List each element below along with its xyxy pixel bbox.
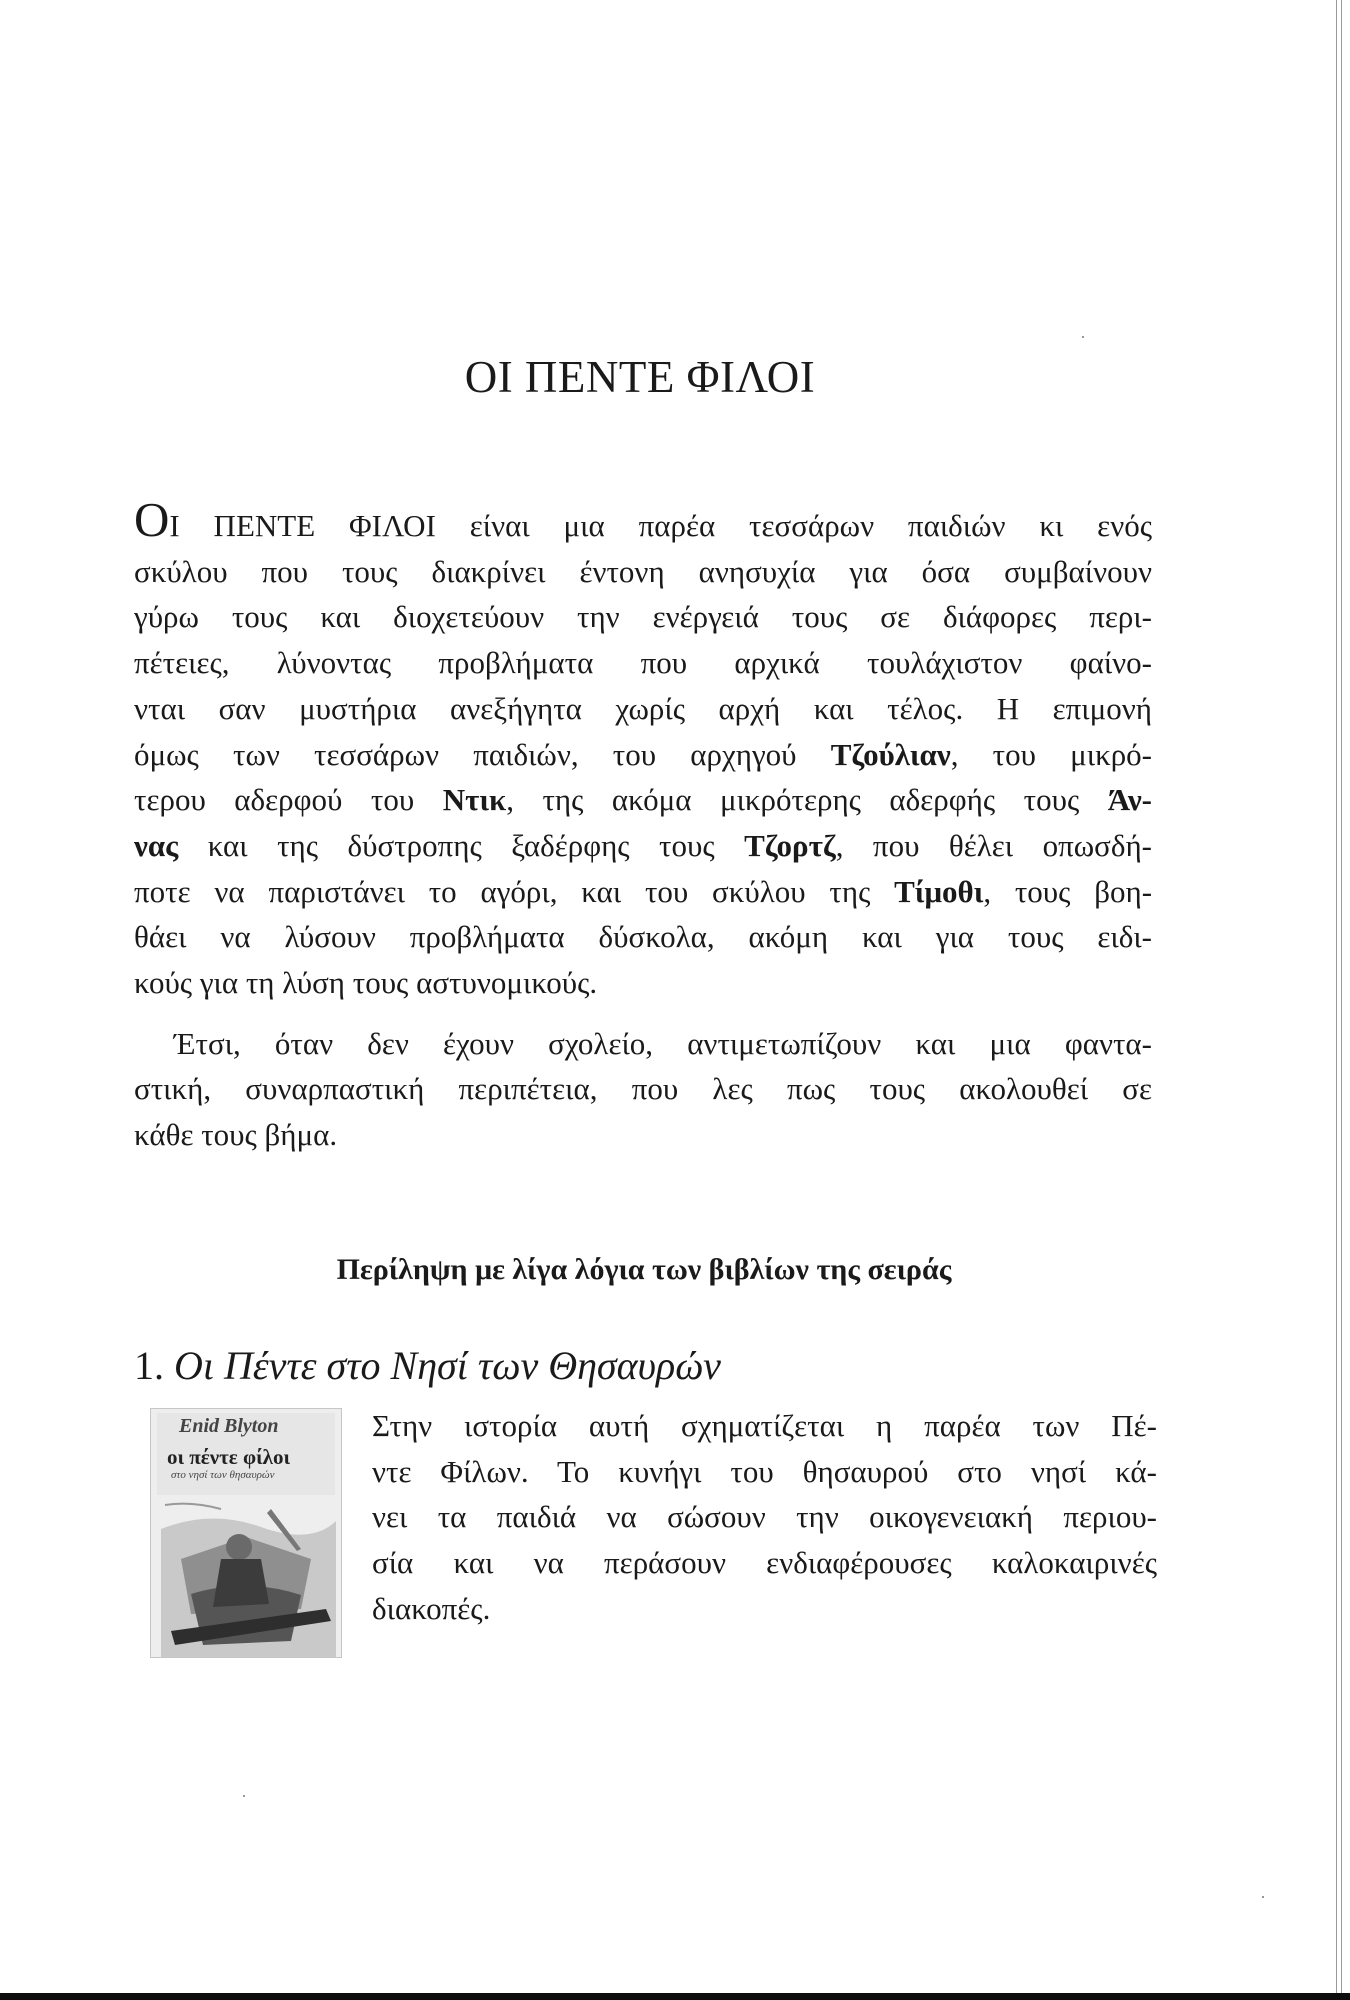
character-name: Τζούλιαν — [830, 736, 951, 772]
cover-title: οι πέντε φίλοι — [167, 1445, 290, 1469]
text-line: ΟΙ ΠΕΝΤΕ ΦΙΛΟΙ είναι μια παρέα τεσσάρων παιδιών κι ενός — [134, 492, 1152, 547]
text-line: σία και να περάσουν ενδιαφέρουσες καλοκαιρινές — [372, 1545, 1157, 1581]
book-summary — [372, 1403, 1157, 1632]
character-name: Τζορτζ — [744, 827, 836, 863]
page-edge-line — [1336, 0, 1337, 2000]
text-line: γύρω τους και διοχετεύουν την ενέργειά τους σε διάφορες περι- — [134, 599, 1152, 635]
text-line: Έτσι, όταν δεν έχουν σχολείο, αντιμετωπίζουν και μια φαντα- — [174, 1025, 1152, 1061]
text-line: ποτε να παριστάνει το αγόρι, και του σκύλου της Τίμοθι, τους βοη- — [134, 873, 1153, 909]
scan-speck — [1082, 336, 1084, 338]
book-number: 1. — [134, 1343, 164, 1388]
character-name: Άν- — [1107, 782, 1153, 818]
text-line: κάθε τους βήμα. — [134, 1117, 338, 1153]
text-line: θάει να λύσουν προβλήματα δύσκολα, ακόμη και για τους ειδι- — [134, 919, 1152, 955]
page-edge-line — [1341, 0, 1342, 2000]
text-line: κούς για τη λύση τους αστυνομικούς. — [134, 965, 598, 1001]
cover-subtitle: στο νησί των θησαυρών — [171, 1469, 275, 1481]
text-line: νται σαν μυστήρια ανεξήγητα χωρίς αρχή και τέλος. Η επιμονή — [134, 690, 1152, 726]
book-cover-image — [150, 1408, 342, 1658]
cover-author: Enid Blyton — [179, 1415, 279, 1437]
text-line: ντε Φίλων. Το κυνήγι του θησαυρού στο νησί κά- — [372, 1453, 1157, 1489]
text-line: πέτειες, λύνοντας προβλήματα που αρχικά τουλάχιστον φαίνο- — [134, 645, 1152, 681]
summary-heading: Περίληψη με λίγα λόγια των βιβλίων της σειράς — [336, 1253, 952, 1286]
scan-speck — [1262, 1896, 1264, 1898]
text-line: όμως των τεσσάρων παιδιών, του αρχηγού Τζούλιαν, του μικρό- — [134, 736, 1152, 772]
text-line: στική, συναρπαστική περιπέτεια, που λες πως τους ακολουθεί σε — [134, 1071, 1152, 1107]
drop-cap: Ο — [134, 492, 170, 547]
text-line: νει τα παιδιά να σώσουν την οικογενειακή περιου- — [372, 1499, 1157, 1535]
text-line: τερου αδερφού του Ντικ, της ακόμα μικρότερης αδερφής τους Άν- — [134, 782, 1153, 818]
intro-paragraph-2 — [134, 1021, 1152, 1158]
text-line: Στην ιστορία αυτή σχηματίζεται η παρέα των Πέ- — [372, 1408, 1157, 1443]
text-line: διακοπές. — [372, 1590, 491, 1626]
page-title: ΟΙ ΠΕΝΤΕ ΦΙΛΟΙ — [464, 352, 816, 402]
character-name: Τίμοθι — [894, 873, 984, 909]
character-name: νας — [134, 827, 179, 863]
scan-speck — [243, 1795, 245, 1797]
intro-text — [134, 492, 1153, 1158]
character-name: Ντικ — [442, 782, 507, 818]
text-line: σκύλου που τους διακρίνει έντονη ανησυχία για όσα συμβαίνουν — [134, 553, 1152, 589]
book-title — [134, 1342, 721, 1389]
page-bottom-border — [0, 1993, 1350, 2000]
book-title-text: Οι Πέντε στο Νησί των Θησαυρών — [174, 1343, 721, 1388]
text-line: νας και της δύστροπης ξαδέρφης τους Τζορτζ, που θέλει οπωσδή- — [134, 827, 1153, 863]
intro-paragraph-1 — [134, 492, 1153, 1006]
